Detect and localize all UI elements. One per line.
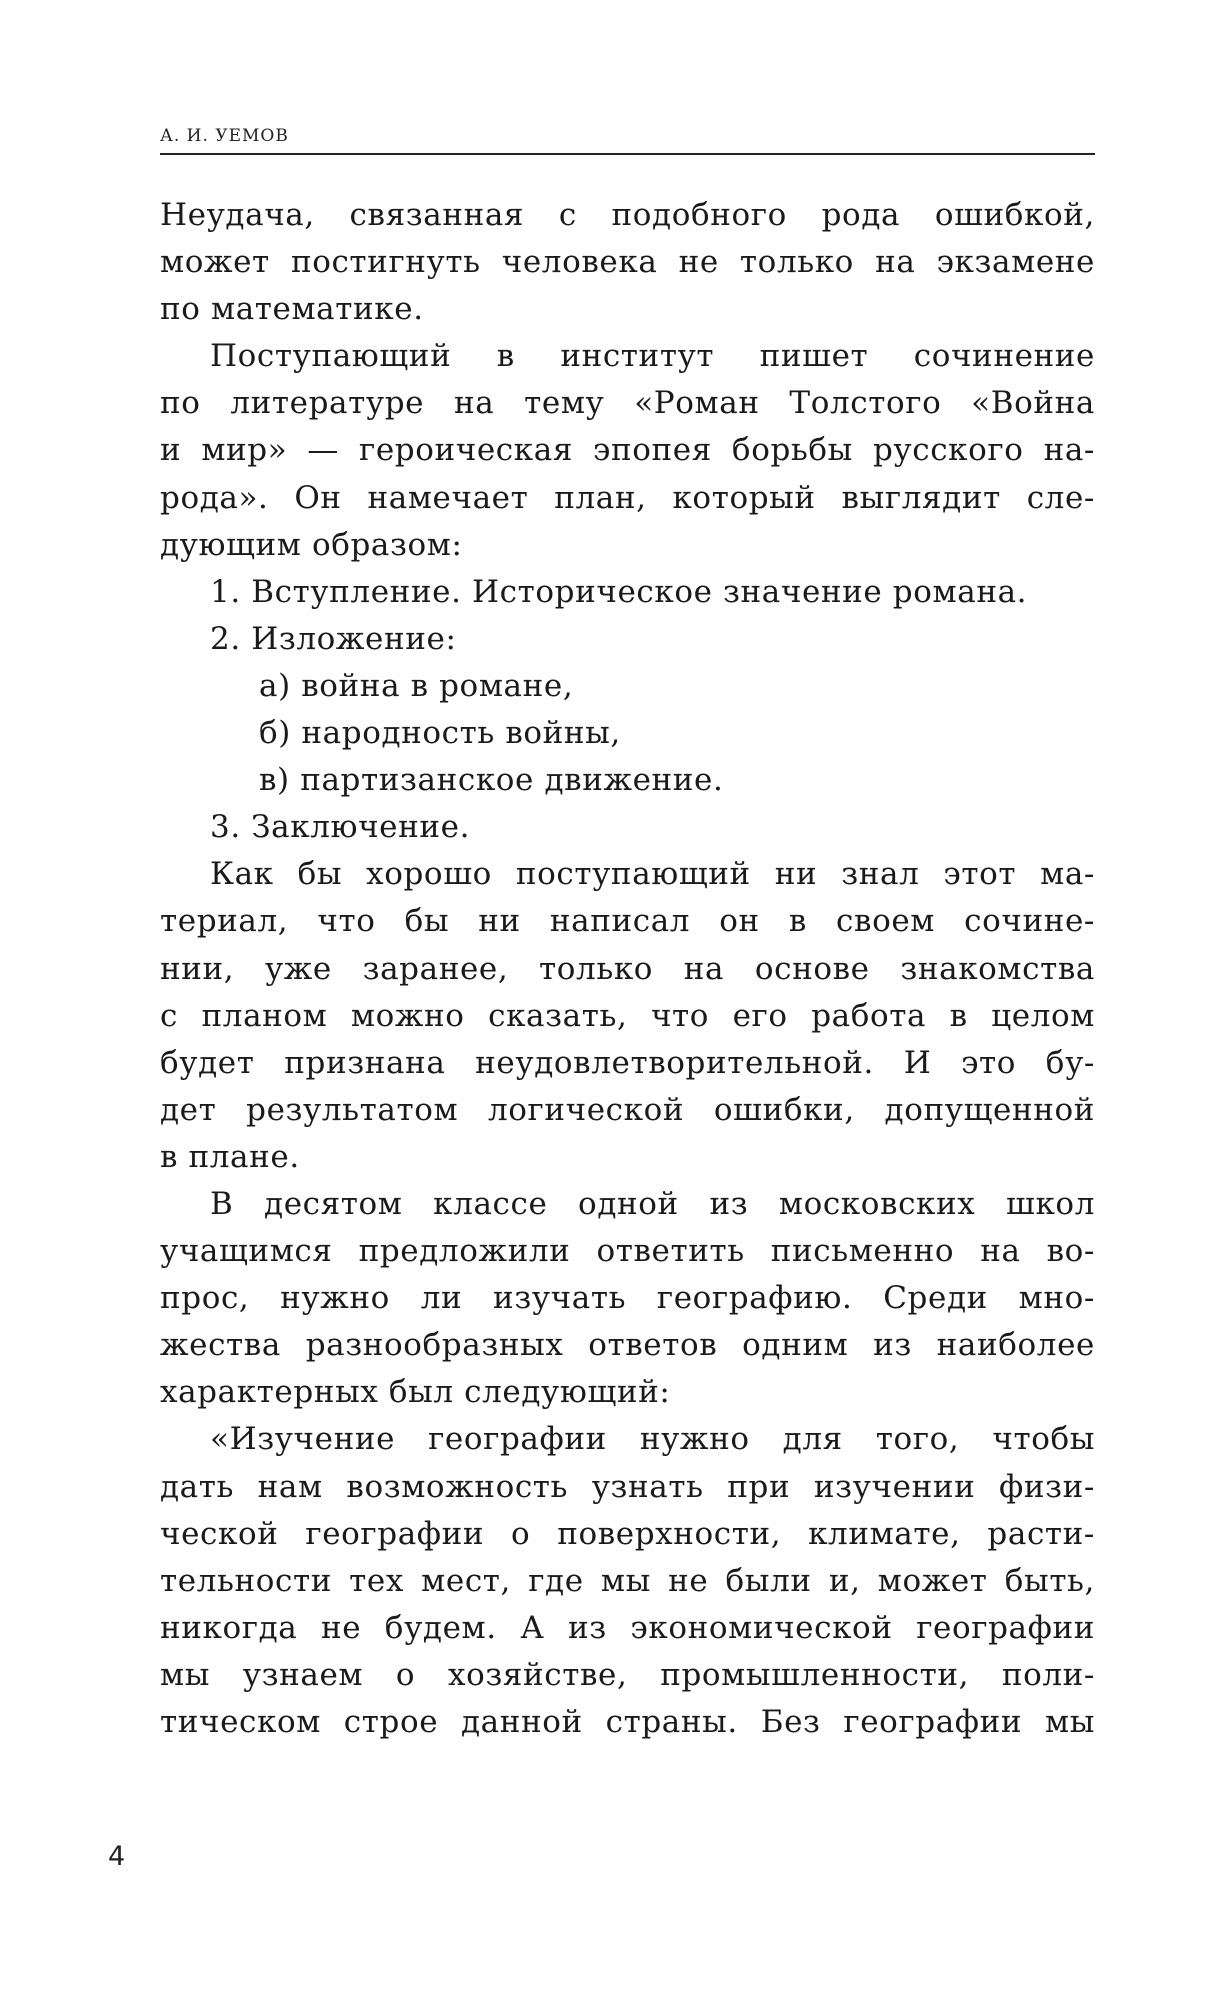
plan-subitem: в) партизанское движение. bbox=[259, 762, 724, 799]
text-line: учащимся предложили ответить письменно на во- bbox=[160, 1233, 1095, 1270]
text-line: Поступающий в институт пишет сочинение bbox=[210, 338, 1095, 375]
text-line: дующим образом: bbox=[160, 526, 463, 563]
text-line: Неудача, связанная с подобного рода ошибкой, bbox=[160, 197, 1095, 233]
header-rule bbox=[160, 153, 1095, 155]
text-line: и мир» — героическая эпопея борьбы русского на- bbox=[160, 432, 1095, 469]
text-line: характерных был следующий: bbox=[160, 1374, 671, 1411]
text-line: Как бы хорошо поступающий ни знал этот ма- bbox=[210, 856, 1095, 893]
plan-item: 2. Изложение: bbox=[210, 620, 457, 657]
body-text bbox=[160, 192, 1095, 1746]
text-line: мы узнаем о хозяйстве, промышленности, поли- bbox=[160, 1656, 1095, 1693]
text-line: будет признана неудовлетворительной. И это бу- bbox=[160, 1044, 1095, 1081]
page-number: 4 bbox=[108, 1841, 126, 1872]
text-line: в плане. bbox=[160, 1138, 300, 1175]
text-line: по литературе на тему «Роман Толстого «Война bbox=[160, 385, 1095, 422]
text-line: жества разнообразных ответов одним из наиболее bbox=[160, 1327, 1095, 1364]
text-line: может постигнуть человека не только на экзамене bbox=[160, 244, 1095, 281]
text-line: нии, уже заранее, только на основе знакомства bbox=[160, 950, 1095, 987]
text-line: с планом можно сказать, что его работа в целом bbox=[160, 997, 1095, 1034]
text-line: дать нам возможность узнать при изучении физи- bbox=[160, 1468, 1095, 1505]
text-line: по математике. bbox=[160, 291, 424, 328]
text-line: тельности тех мест, где мы не были и, может быть, bbox=[160, 1562, 1095, 1599]
text-line: прос, нужно ли изучать географию. Среди мно- bbox=[160, 1280, 1095, 1317]
text-line: териал, что бы ни написал он в своем сочине- bbox=[160, 903, 1095, 940]
text-line: дет результатом логической ошибки, допущенной bbox=[160, 1091, 1095, 1128]
running-head: А. И. УЕМОВ bbox=[160, 126, 289, 146]
text-line: «Изучение географии нужно для того, чтобы bbox=[210, 1421, 1095, 1458]
text-line: никогда не будем. А из экономической географии bbox=[160, 1609, 1095, 1646]
text-line: рода». Он намечает план, который выглядит сле- bbox=[160, 479, 1095, 516]
text-line: тическом строе данной страны. Без географии мы bbox=[160, 1704, 1095, 1740]
plan-subitem: б) народность войны, bbox=[259, 715, 621, 752]
text-line: ческой географии о поверхности, климате, расти- bbox=[160, 1515, 1095, 1552]
plan-subitem: а) война в романе, bbox=[259, 667, 574, 704]
text-line: В десятом классе одной из московских школ bbox=[210, 1185, 1095, 1222]
plan-item: 1. Вступление. Историческое значение романа. bbox=[210, 573, 1028, 610]
plan-item: 3. Заключение. bbox=[210, 809, 471, 846]
